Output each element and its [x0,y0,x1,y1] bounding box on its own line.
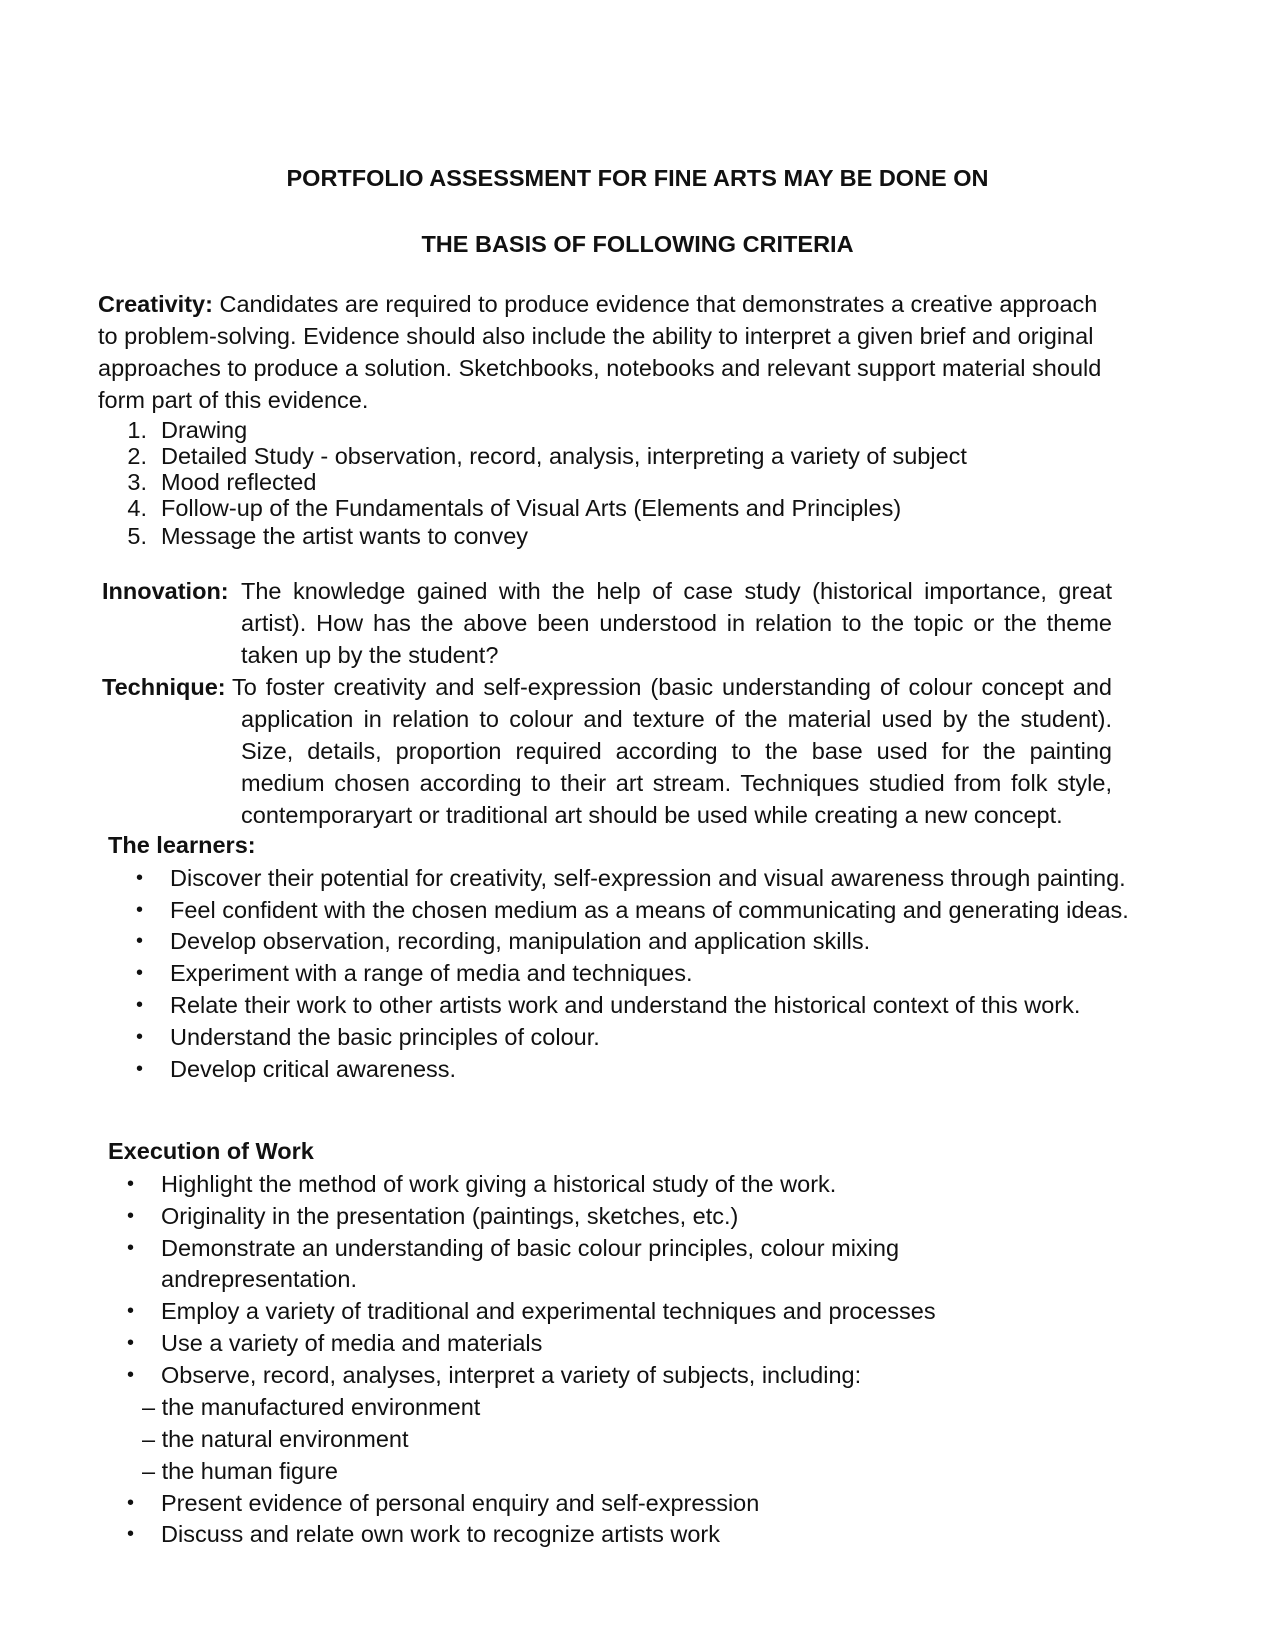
technique-line-5: contemporaryart or traditional art should be used while creating a new concept. [241,802,1063,828]
list-item: Develop observation, recording, manipulation and application skills. [170,928,871,954]
sub-list-item: – the natural environment [142,1426,409,1452]
list-item: Develop critical awareness. [170,1056,457,1082]
creativity-text-1: Candidates are required to produce evidence that demonstrates a creative approach [212,291,1098,317]
list-number: 5. [127,523,147,549]
innovation-line-3: taken up by the student? [241,642,499,668]
bullet-icon: • [127,1332,135,1354]
innovation-label: Innovation: [102,578,229,604]
list-item: Present evidence of personal enquiry and self-expression [161,1490,760,1516]
list-item: Experiment with a range of media and techniques. [170,960,693,986]
list-number: 4. [127,495,147,521]
technique-label: Technique: [102,674,226,700]
list-item: Understand the basic principles of colour. [170,1024,600,1050]
bullet-icon: • [136,1026,144,1048]
list-item: Employ a variety of traditional and experimental techniques and processes [161,1298,936,1324]
list-item: Follow-up of the Fundamentals of Visual Arts (Elements and Principles) [161,495,902,521]
learners-title: The learners: [108,832,256,858]
list-number: 2. [127,443,147,469]
list-item: Demonstrate an understanding of basic colour principles, colour mixing [161,1235,900,1261]
list-item: Drawing [161,417,248,443]
bullet-icon: • [136,994,144,1016]
creativity-line-4: form part of this evidence. [98,387,369,413]
list-item: Discover their potential for creativity, self-expression and visual awareness through painting. [170,865,1126,891]
technique-line-3: Size, details, proportion required according to the base used for the painting [241,738,1112,764]
creativity-line-2: to problem-solving. Evidence should also include the ability to interpret a given brief and original [98,323,1094,349]
page-title-line-2: THE BASIS OF FOLLOWING CRITERIA [421,231,854,257]
list-number: 1. [127,417,147,443]
bullet-icon: • [136,962,144,984]
creativity-line-3: approaches to produce a solution. Sketchbooks, notebooks and relevant support material should [98,355,1102,381]
list-number: 3. [127,469,147,495]
list-item-continuation: andrepresentation. [161,1266,357,1292]
bullet-icon: • [127,1364,135,1386]
bullet-icon: • [127,1173,135,1195]
bullet-icon: • [136,899,144,921]
bullet-icon: • [136,1058,144,1080]
technique-line-2: application in relation to colour and texture of the material used by the student). [241,706,1112,732]
page-title-line-1: PORTFOLIO ASSESSMENT FOR FINE ARTS MAY BE DONE ON [286,165,989,191]
list-item: Discuss and relate own work to recognize artists work [161,1521,720,1547]
innovation-line-1: The knowledge gained with the help of case study (historical importance, great [241,578,1112,604]
list-item: Feel confident with the chosen medium as a means of communicating and generating ideas. [170,897,1129,923]
list-item: Relate their work to other artists work and understand the historical context of this work. [170,992,1081,1018]
innovation-line-2: artist). How has the above been understood in relation to the topic or the theme [241,610,1112,636]
bullet-icon: • [127,1300,135,1322]
list-item: Detailed Study - observation, record, analysis, interpreting a variety of subject [161,443,967,469]
sub-list-item: – the human figure [142,1458,338,1484]
bullet-icon: • [127,1492,135,1514]
bullet-icon: • [136,930,144,952]
creativity-label: Creativity: [98,291,213,317]
bullet-icon: • [127,1523,135,1545]
technique-line-1: To foster creativity and self-expression (basic understanding of colour concept and [232,674,1112,700]
list-item: Observe, record, analyses, interpret a variety of subjects, including: [161,1362,862,1388]
sub-list-item: – the manufactured environment [142,1394,481,1420]
bullet-icon: • [136,867,144,889]
technique-line-4: medium chosen according to their art stream. Techniques studied from folk style, [241,770,1112,796]
execution-title: Execution of Work [108,1138,314,1164]
bullet-icon: • [127,1205,135,1227]
list-item: Originality in the presentation (paintings, sketches, etc.) [161,1203,739,1229]
bullet-icon: • [127,1237,135,1259]
creativity-line-1 [98,288,1097,320]
list-item: Message the artist wants to convey [161,523,529,549]
list-item: Highlight the method of work giving a historical study of the work. [161,1171,837,1197]
list-item: Use a variety of media and materials [161,1330,543,1356]
list-item: Mood reflected [161,469,317,495]
